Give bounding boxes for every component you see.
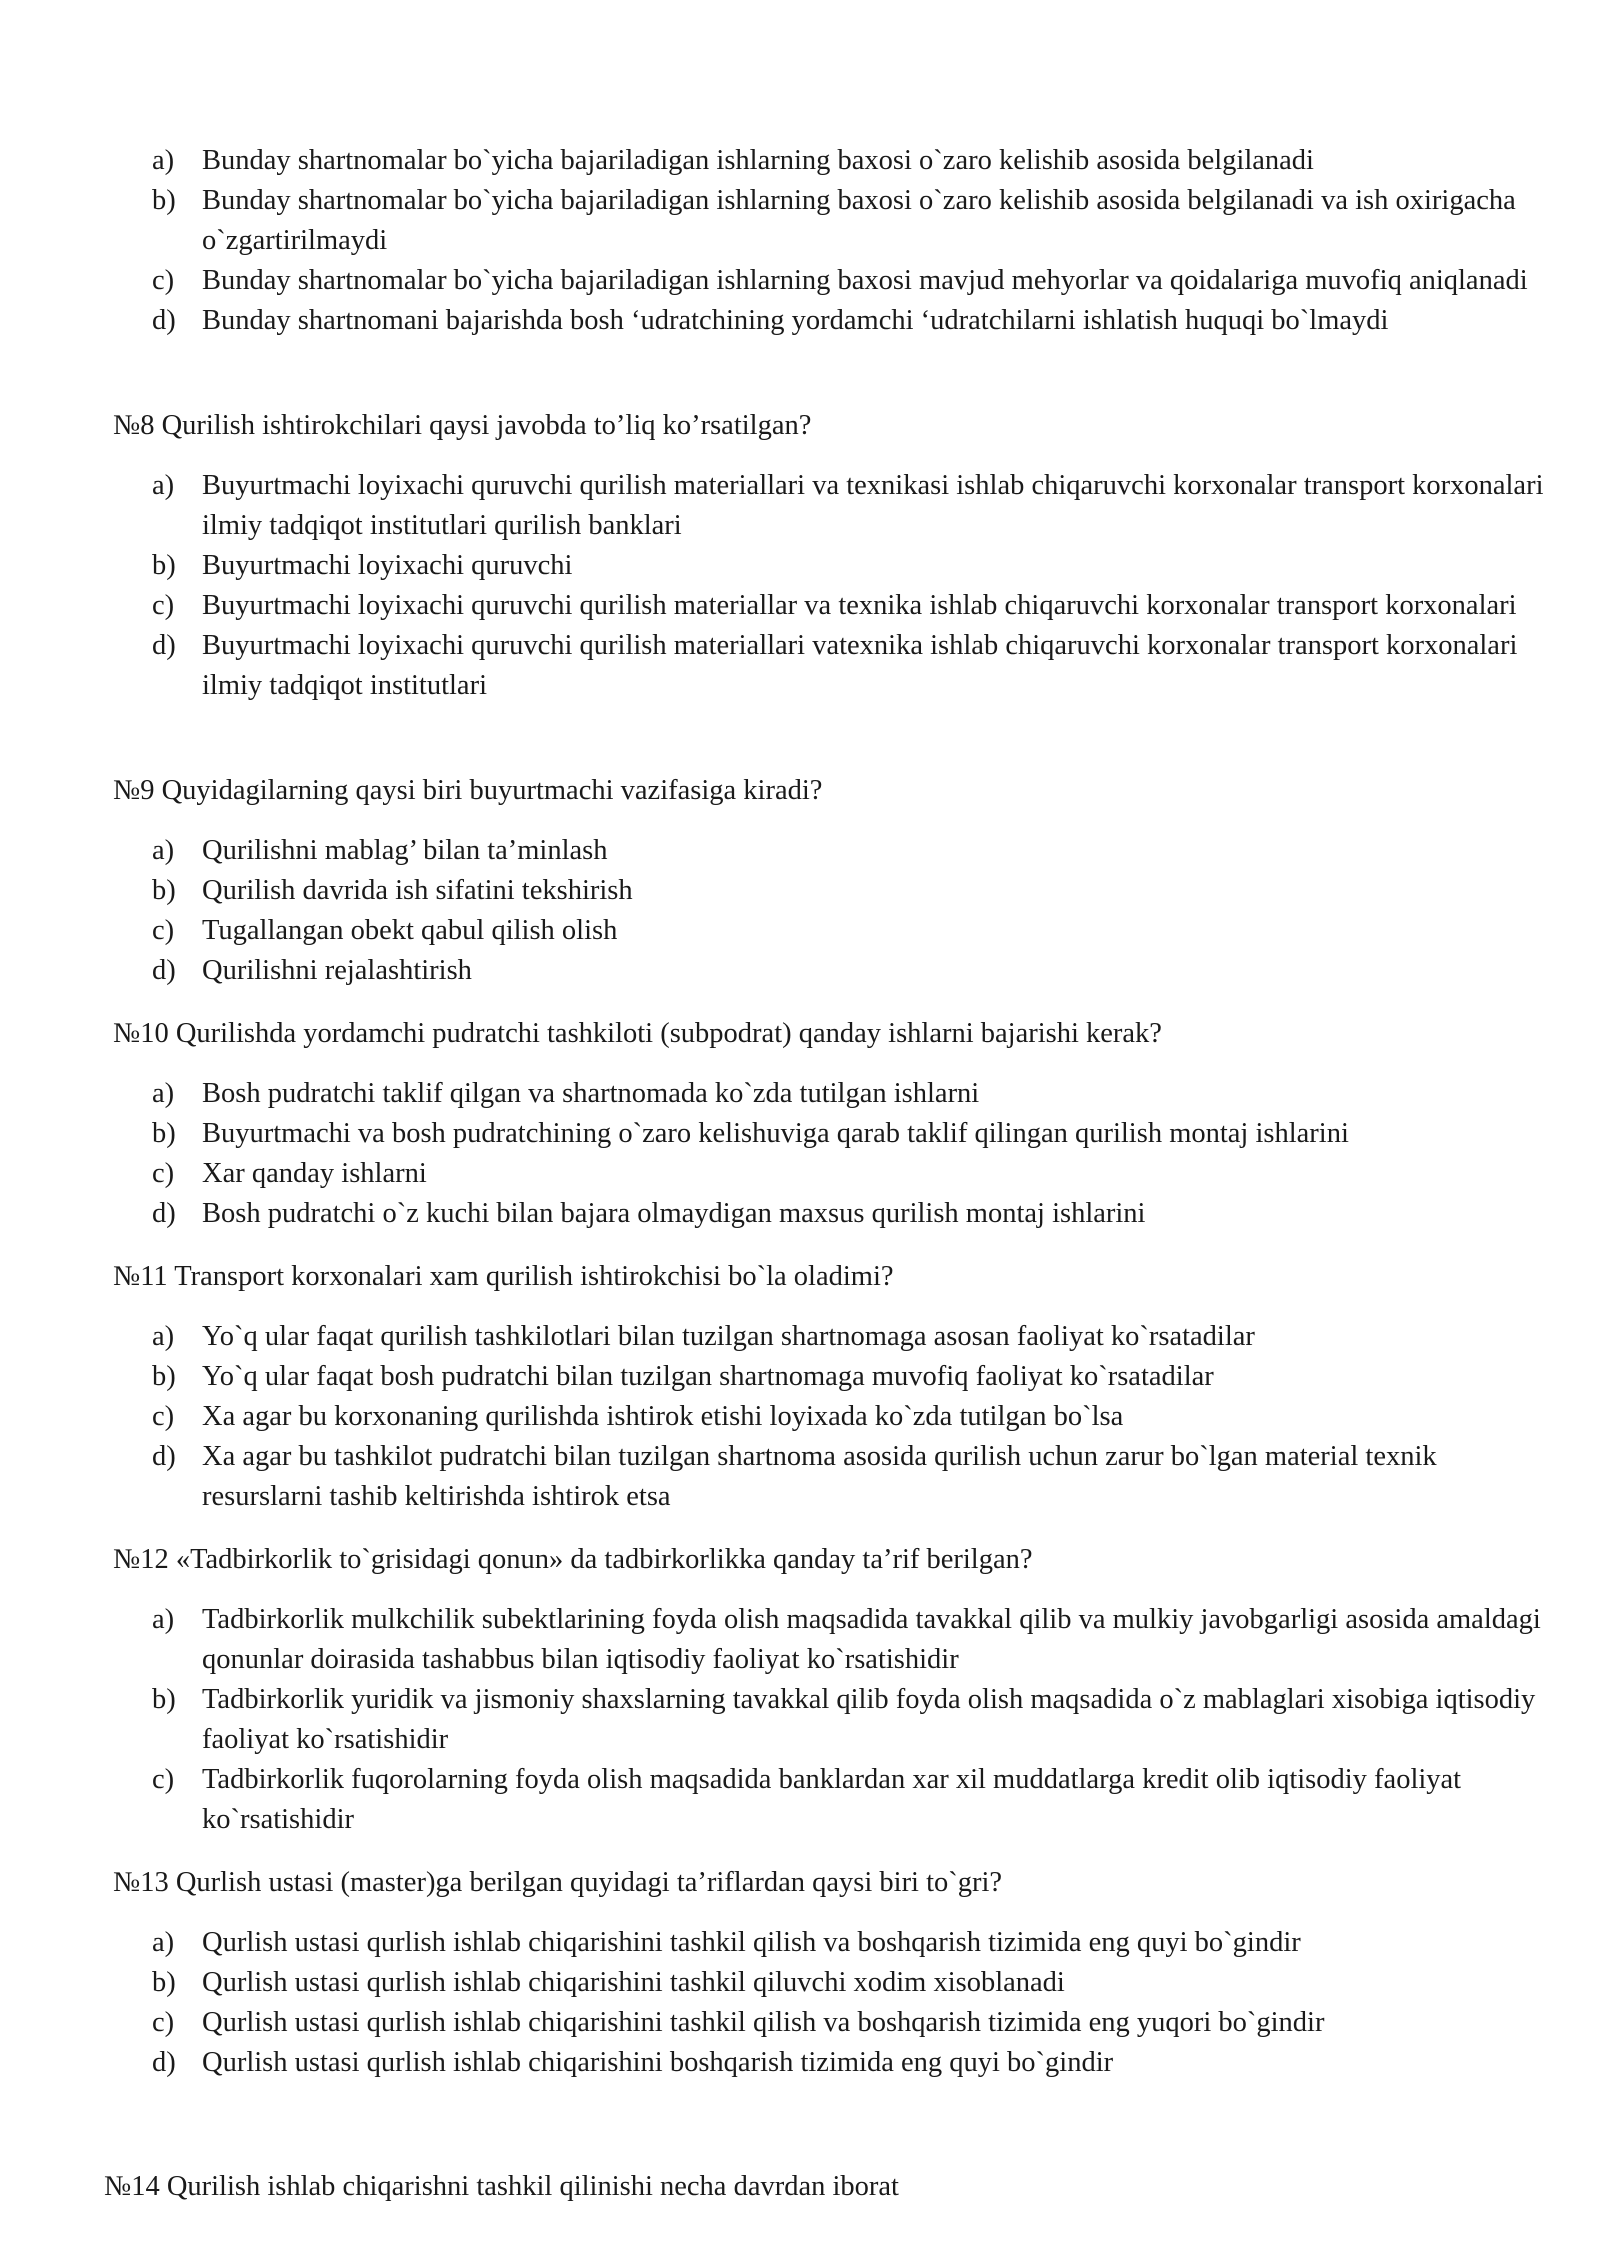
question-block-11 — [0, 1257, 1600, 1297]
question-options-12 — [0, 1600, 1600, 1840]
question-block-14 — [0, 2167, 1600, 2207]
option-text: Buyurtmachi loyixachi quruvchi qurilish materiallar va texnika ishlab chiqaruvchi korxonalar transport korxonalari — [202, 590, 1517, 621]
option-list — [0, 1074, 1600, 1234]
option-d: d) Xa agar bu tashkilot pudratchi bilan tuzilgan shartnoma asosida qurilish uchun zarur bo`lgan material texnik resurslarni tashib keltirishda ishtirok etsa — [152, 1441, 1437, 1512]
option-text: Bunday shartnomalar bo`yicha bajariladigan ishlarning baxosi o`zaro kelishib asosida belgilanadi — [202, 145, 1314, 176]
option-a: a) Tadbirkorlik mulkchilik subektlarining foyda olish maqsadida tavakkal qilib va mulkiy javobgarligi asosida amaldagi qonunlar doirasida tashabbus bilan iqtisodiy faoliyat ko`rsatishidir — [152, 1604, 1541, 1675]
option-list — [0, 1317, 1600, 1517]
option-text: Qurilish davrida ish sifatini tekshirish — [202, 875, 633, 906]
option-b: b) Bunday shartnomalar bo`yicha bajariladigan ishlarning baxosi o`zaro kelishib asosida belgilanadi va ish oxirigacha o`zgartirilmaydi — [152, 185, 1516, 256]
question-options-8 — [0, 466, 1600, 706]
option-text: Buyurtmachi va bosh pudratchining o`zaro kelishuviga qarab taklif qilingan qurilish montaj ishlarini — [202, 1118, 1349, 1149]
option-text: Qurlish ustasi qurlish ishlab chiqarishini tashkil qiluvchi xodim xisoblanadi — [202, 1967, 1065, 1998]
option-b: b) Qurilish davrida ish sifatini tekshirish — [152, 875, 633, 906]
option-c: c) Tadbirkorlik fuqorolarning foyda olish maqsadida banklardan xar xil muddatlarga kredit olib iqtisodiy faoliyat ko`rsatishidir — [152, 1764, 1462, 1835]
option-list — [0, 1600, 1600, 1840]
option-d: d) Qurlish ustasi qurlish ishlab chiqarishini boshqarish tizimida eng quyi bo`gindir — [152, 2047, 1114, 2078]
question-block-12 — [0, 1540, 1600, 1580]
option-text: Xa agar bu tashkilot pudratchi bilan tuzilgan shartnoma asosida qurilish uchun zarur bo`lgan material texnik resurslarni tashib keltirishda ishtirok etsa — [202, 1441, 1437, 1512]
option-a: a) Qurlish ustasi qurlish ishlab chiqarishini tashkil qilish va boshqarish tizimida eng quyi bo`gindir — [152, 1927, 1301, 1958]
option-list — [0, 141, 1600, 341]
option-a: a) Qurilishni mablag’ bilan ta’minlash — [152, 835, 608, 866]
question-block-10 — [0, 1014, 1600, 1054]
option-text: Buyurtmachi loyixachi quruvchi qurilish materiallari va texnikasi ishlab chiqaruvchi korxonalar transport korxonalari ilmiy tadqiqot institutlari qurilish banklari — [202, 470, 1544, 541]
question-title: №10 Qurilishda yordamchi pudratchi tashkiloti (subpodrat) qanday ishlarni bajarishi kerak? — [113, 1018, 1162, 1049]
option-b: b) Yo`q ular faqat bosh pudratchi bilan tuzilgan shartnomaga muvofiq faoliyat ko`rsatadilar — [152, 1361, 1214, 1392]
option-text: Bosh pudratchi taklif qilgan va shartnomada ko`zda tutilgan ishlarni — [202, 1078, 980, 1109]
question-options-13 — [0, 1923, 1600, 2083]
option-c: c) Xar qanday ishlarni — [152, 1158, 427, 1189]
option-c: c) Xa agar bu korxonaning qurilishda ishtirok etishi loyixada ko`zda tutilgan bo`lsa — [152, 1401, 1124, 1432]
option-text: Buyurtmachi loyixachi quruvchi qurilish materiallari vatexnika ishlab chiqaruvchi korxonalar transport korxonalari ilmiy tadqiqot institutlari — [202, 630, 1518, 701]
option-text: Bosh pudratchi o`z kuchi bilan bajara olmaydigan maxsus qurilish montaj ishlarini — [202, 1198, 1146, 1229]
option-text: Tadbirkorlik mulkchilik subektlarining foyda olish maqsadida tavakkal qilib va mulkiy javobgarligi asosida amaldagi qonunlar doirasida tashabbus bilan iqtisodiy faoliyat ko`rsatishidir — [202, 1604, 1541, 1675]
option-text: Qurilishni mablag’ bilan ta’minlash — [202, 835, 608, 866]
option-d: d) Buyurtmachi loyixachi quruvchi qurilish materiallari vatexnika ishlab chiqaruvchi korxonalar transport korxonalari ilmiy tadqiqot institutlari — [152, 630, 1518, 701]
question-title: №9 Quyidagilarning qaysi biri buyurtmachi vazifasiga kiradi? — [113, 775, 823, 806]
question-block-9 — [0, 771, 1600, 811]
question-title: №11 Transport korxonalari xam qurilish ishtirokchisi bo`la oladimi? — [113, 1261, 894, 1292]
option-list — [0, 466, 1600, 706]
question-block-13 — [0, 1863, 1600, 1903]
option-text: Qurlish ustasi qurlish ishlab chiqarishini tashkil qilish va boshqarish tizimida eng quyi bo`gindir — [202, 1927, 1301, 1958]
option-a: a) Bosh pudratchi taklif qilgan va shartnomada ko`zda tutilgan ishlarni — [152, 1078, 980, 1109]
option-text: Xar qanday ishlarni — [202, 1158, 427, 1189]
option-a: a) Bunday shartnomalar bo`yicha bajariladigan ishlarning baxosi o`zaro kelishib asosida belgilanadi — [152, 145, 1314, 176]
option-text: Qurilishni rejalashtirish — [202, 955, 472, 986]
option-list — [0, 1923, 1600, 2083]
option-text: Tadbirkorlik fuqorolarning foyda olish maqsadida banklardan xar xil muddatlarga kredit olib iqtisodiy faoliyat ko`rsatishidir — [202, 1764, 1462, 1835]
option-d: d) Bunday shartnomani bajarishda bosh ‘udratchining yordamchi ‘udratchilarni ishlatish huquqi bo`lmaydi — [152, 305, 1389, 336]
question-title: №14 Qurilish ishlab chiqarishni tashkil qilinishi necha davrdan iborat — [104, 2171, 899, 2202]
question-title: №12 «Tadbirkorlik to`grisidagi qonun» da tadbirkorlikka qanday ta’rif berilgan? — [113, 1544, 1033, 1575]
option-text: Qurlish ustasi qurlish ishlab chiqarishini tashkil qilish va boshqarish tizimida eng yuqori bo`gindir — [202, 2007, 1325, 2038]
question-options-9 — [0, 831, 1600, 991]
option-text: Xa agar bu korxonaning qurilishda ishtirok etishi loyixada ko`zda tutilgan bo`lsa — [202, 1401, 1124, 1432]
option-d: d) Qurilishni rejalashtirish — [152, 955, 472, 986]
question-block-8 — [0, 406, 1600, 446]
question-title: №13 Qurlish ustasi (master)ga berilgan quyidagi ta’riflardan qaysi biri to`gri? — [113, 1867, 1003, 1898]
option-b: b) Buyurtmachi va bosh pudratchining o`zaro kelishuviga qarab taklif qilingan qurilish montaj ishlarini — [152, 1118, 1349, 1149]
option-d: d) Bosh pudratchi o`z kuchi bilan bajara olmaydigan maxsus qurilish montaj ishlarini — [152, 1198, 1146, 1229]
question-options-11 — [0, 1317, 1600, 1517]
option-text: Tadbirkorlik yuridik va jismoniy shaxslarning tavakkal qilib foyda olish maqsadida o`z mablaglari xisobiga iqtisodiy faoliyat ko`rsatishidir — [202, 1684, 1536, 1755]
option-text: Bunday shartnomalar bo`yicha bajariladigan ishlarning baxosi mavjud mehyorlar va qoidalariga muvofiq aniqlanadi — [202, 265, 1528, 296]
option-b: b) Buyurtmachi loyixachi quruvchi — [152, 550, 573, 581]
option-text: Yo`q ular faqat qurilish tashkilotlari bilan tuzilgan shartnomaga asosan faoliyat ko`rsatadilar — [202, 1321, 1255, 1352]
option-c: c) Buyurtmachi loyixachi quruvchi qurilish materiallar va texnika ishlab chiqaruvchi korxonalar transport korxonalari — [152, 590, 1517, 621]
question-title: №8 Qurilish ishtirokchilari qaysi javobda to’liq ko’rsatilgan? — [113, 410, 812, 441]
question-options-10 — [0, 1074, 1600, 1234]
option-c: c) Bunday shartnomalar bo`yicha bajariladigan ishlarning baxosi mavjud mehyorlar va qoidalariga muvofiq aniqlanadi — [152, 265, 1528, 296]
option-b: b) Qurlish ustasi qurlish ishlab chiqarishini tashkil qiluvchi xodim xisoblanadi — [152, 1967, 1065, 1998]
option-a: a) Buyurtmachi loyixachi quruvchi qurilish materiallari va texnikasi ishlab chiqaruvchi korxonalar transport korxonalari ilmiy tadqiqot institutlari qurilish banklari — [152, 470, 1544, 541]
option-list — [0, 831, 1600, 991]
option-text: Tugallangan obekt qabul qilish olish — [202, 915, 618, 946]
option-text: Bunday shartnomani bajarishda bosh ‘udratchining yordamchi ‘udratchilarni ishlatish huquqi bo`lmaydi — [202, 305, 1389, 336]
option-text: Yo`q ular faqat bosh pudratchi bilan tuzilgan shartnomaga muvofiq faoliyat ko`rsatadilar — [202, 1361, 1214, 1392]
option-text: Buyurtmachi loyixachi quruvchi — [202, 550, 573, 581]
intro-options-block — [0, 141, 1600, 341]
option-text: Bunday shartnomalar bo`yicha bajariladigan ishlarning baxosi o`zaro kelishib asosida belgilanadi va ish oxirigacha o`zgartirilmaydi — [202, 185, 1516, 256]
option-b: b) Tadbirkorlik yuridik va jismoniy shaxslarning tavakkal qilib foyda olish maqsadida o`z mablaglari xisobiga iqtisodiy faoliyat ko`rsatishidir — [152, 1684, 1536, 1755]
option-c: c) Qurlish ustasi qurlish ishlab chiqarishini tashkil qilish va boshqarish tizimida eng yuqori bo`gindir — [152, 2007, 1325, 2038]
option-c: c) Tugallangan obekt qabul qilish olish — [152, 915, 618, 946]
option-a: a) Yo`q ular faqat qurilish tashkilotlari bilan tuzilgan shartnomaga asosan faoliyat ko`rsatadilar — [152, 1321, 1255, 1352]
option-text: Qurlish ustasi qurlish ishlab chiqarishini boshqarish tizimida eng quyi bo`gindir — [202, 2047, 1114, 2078]
